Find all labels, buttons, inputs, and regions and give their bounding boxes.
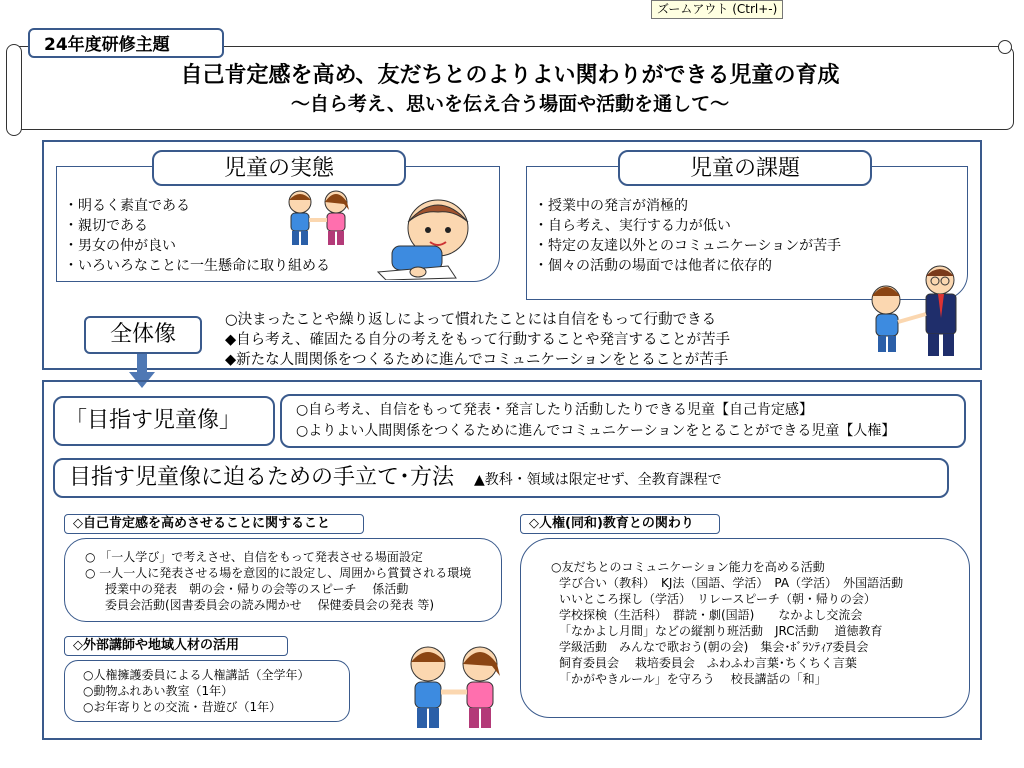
issues-list bbox=[534, 196, 841, 276]
self-esteem-line: 委員会活動(図書委員会の読み聞かせ 保健委員会の発表 等) bbox=[105, 598, 434, 612]
overview-line: ◆自ら考え、確固たる自分の考えをもって行動することや発言することが苦手 bbox=[225, 332, 731, 348]
human-rights-line: 学校探検（生活科） 群読・劇(国語) なかよし交流会 bbox=[559, 608, 863, 622]
human-rights-line: 学級活動 みんなで歌おう(朝の会) 集会･ﾎﾞﾗﾝﾃｨｱ委員会 bbox=[559, 640, 869, 654]
issues-item: ・特定の友達以外とのコミュニケーションが苦手 bbox=[534, 238, 842, 254]
self-esteem-box bbox=[64, 538, 502, 622]
human-rights-box bbox=[520, 538, 970, 718]
status-item: ・明るく素直である bbox=[64, 198, 190, 214]
teacher-and-child-illustration bbox=[856, 262, 974, 360]
human-rights-line: 「かがやきルール」を守ろう 校長講話の「和」 bbox=[559, 672, 827, 686]
methods-note: ▲教科・領域は限定せず、全教育課程で bbox=[474, 472, 722, 488]
goal-box bbox=[280, 394, 966, 448]
self-esteem-line: ○ 「一人学び」で考えさせ、自信をもって発表させる場面設定 bbox=[85, 550, 423, 564]
status-item: ・いろいろなことに一生懸命に取り組める bbox=[64, 258, 330, 274]
overview-line: ○決まったことや繰り返しによって慣れたことには自信をもって行動できる bbox=[225, 312, 717, 328]
issues-item: ・自ら考え、実行する力が低い bbox=[534, 218, 731, 234]
theme-title: 自己肯定感を高め、友だちとのよりよい関わりができる児童の育成 bbox=[180, 63, 840, 88]
zoom-out-tooltip: ズームアウト (Ctrl+-) bbox=[651, 0, 783, 19]
self-esteem-heading: ◇自己肯定感を高めさせることに関すること bbox=[64, 514, 364, 534]
goal-line: ○よりよい人間関係をつくるために進んでコミュニケーションをとることができる児童【人権】 bbox=[296, 423, 896, 439]
methods-box bbox=[53, 458, 949, 498]
overview-label: 全体像 bbox=[84, 316, 202, 354]
human-rights-line: いいところ探し（学活） リレースピーチ（朝・帰りの会） bbox=[559, 592, 876, 606]
goal-line: ○自ら考え、自信をもって発表・発言したり活動したりできる児童【自己肯定感】 bbox=[296, 402, 814, 418]
issues-item: ・授業中の発言が消極的 bbox=[534, 198, 688, 214]
self-esteem-line: ○ 一人一人に発表させる場を意図的に設定し、周囲から賞賛される環境 bbox=[85, 566, 472, 580]
boy-writing-illustration bbox=[368, 194, 488, 280]
theme-subtitle: ～自ら考え、思いを伝え合う場面や活動を通して～ bbox=[290, 93, 730, 115]
external-box bbox=[64, 660, 350, 722]
external-line: ○動物ふれあい教室（1年） bbox=[83, 684, 234, 698]
self-esteem-line: 授業中の発表 朝の会・帰りの会等のスピーチ 係活動 bbox=[105, 582, 409, 596]
issues-title: 児童の課題 bbox=[618, 150, 872, 186]
issues-item: ・個々の活動の場面では他者に依存的 bbox=[534, 258, 772, 274]
scroll-curl-right bbox=[998, 40, 1012, 54]
human-rights-heading: ◇人権(同和)教育との関わり bbox=[520, 514, 720, 534]
scroll-curl-left bbox=[6, 44, 22, 136]
human-rights-line: 飼育委員会 栽培委員会 ふわふわ言葉･ちくちく言葉 bbox=[559, 656, 857, 670]
external-heading: ◇外部講師や地域人材の活用 bbox=[64, 636, 288, 656]
human-rights-line: 学び合い（教科） KJ法（国語、学活） PA（学活） 外国語活動 bbox=[559, 576, 904, 590]
status-title: 児童の実態 bbox=[152, 150, 406, 186]
children-handshake-illustration bbox=[398, 642, 510, 732]
goal-label: 「目指す児童像」 bbox=[53, 396, 275, 446]
status-item: ・親切である bbox=[64, 218, 148, 234]
overview-line: ◆新たな人間関係をつくるために進んでコミュニケーションをとることが苦手 bbox=[225, 352, 729, 368]
methods-title: 目指す児童像に迫るための手立て･方法 bbox=[69, 465, 455, 490]
year-theme-label: 24年度研修主題 bbox=[28, 28, 224, 58]
external-line: ○人権擁護委員による人権講話（全学年） bbox=[83, 668, 310, 682]
overview-summary bbox=[225, 310, 730, 370]
human-rights-line: 「なかよし月間」などの縦割り班活動 JRC活動 道徳教育 bbox=[559, 624, 883, 638]
external-line: ○お年寄りとの交流・昔遊び（1年） bbox=[83, 700, 282, 714]
status-item: ・男女の仲が良い bbox=[64, 238, 176, 254]
human-rights-line: ○友だちとのコミュニケーション能力を高める活動 bbox=[551, 560, 825, 574]
children-holding-hands-illustration bbox=[278, 188, 360, 250]
